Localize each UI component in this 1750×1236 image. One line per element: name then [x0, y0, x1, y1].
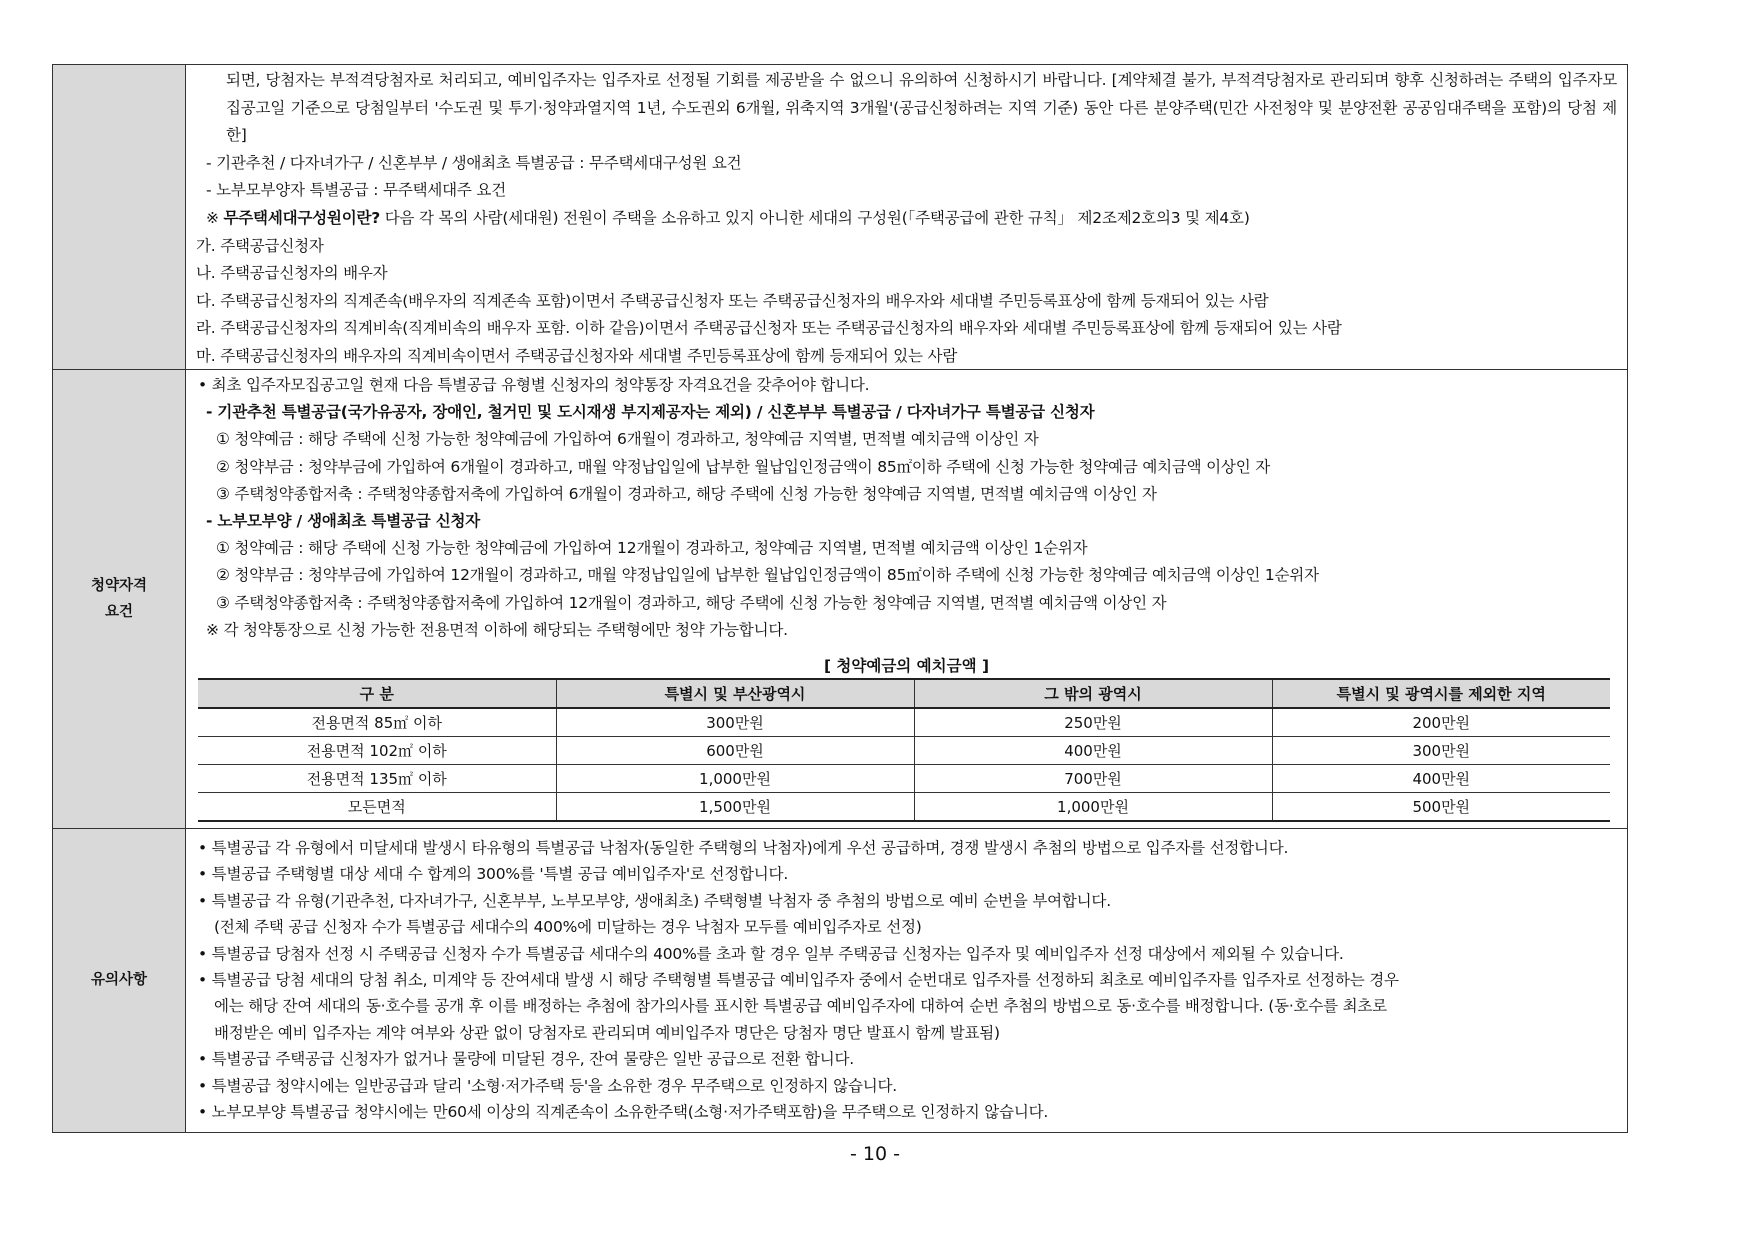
deposit-cell: 1,000만원 — [914, 793, 1272, 822]
text-line: • 특별공급 각 유형(기관추천, 다자녀가구, 신혼부부, 노부모부양, 생애최초) 주택형별 낙첨자 중 추첨의 방법으로 예비 순번을 부여합니다. — [198, 891, 1111, 910]
text-line: - 기관추천 / 다자녀가구 / 신혼부부 / 생애최초 특별공급 : 무주택세대구성원 요건 — [206, 153, 742, 172]
main-table — [52, 64, 1628, 1133]
group-title: - 기관추천 특별공급(국가유공자, 장애인, 철거민 및 도시재생 부지제공자는 제외) / 신혼부부 특별공급 / 다자녀가구 특별공급 신청자 — [206, 403, 1095, 422]
deposit-cell: 전용면적 102㎡ 이하 — [198, 737, 556, 765]
note-prefix: ※ — [206, 208, 224, 227]
text-line: ③ 주택청약종합저축 : 주택청약종합저축에 가입하여 6개월이 경과하고, 해당 주택에 신청 가능한 청약예금 지역별, 면적별 예치금액 이상인 자 — [216, 484, 1157, 503]
deposit-header: 구 분 — [198, 679, 556, 708]
row-subscription-requirements — [53, 370, 1628, 829]
text-line: • 노부모부양 특별공급 청약시에는 만60세 이상의 직계존속이 소유한주택(소형·저가주택포함)을 무주택으로 인정하지 않습니다. — [198, 1103, 1049, 1122]
deposit-row — [198, 708, 1610, 737]
text-line: • 특별공급 주택형별 대상 세대 수 합계의 300%를 '특별 공급 예비입주자'로 선정합니다. — [198, 865, 789, 884]
deposit-cell: 1,500만원 — [556, 793, 914, 822]
list-item: 라. 주택공급신청자의 직계비속(직계비속의 배우자 포함. 이하 같음)이면서 주택공급신청자 또는 주택공급신청자의 배우자와 세대별 주민등록표상에 함께 등재되어 있는 사람 — [196, 319, 1342, 338]
row-content — [186, 370, 1628, 829]
row-notes — [53, 829, 1628, 1132]
list-item: 다. 주택공급신청자의 직계존속(배우자의 직계존속 포함)이면서 주택공급신청자 또는 주택공급신청자의 배우자와 세대별 주민등록표상에 함께 등재되어 있는 사람 — [196, 291, 1269, 310]
text-line: 에는 해당 잔여 세대의 동·호수를 공개 후 이를 배정하는 추첨에 참가의사를 표시한 특별공급 예비입주자에 대하여 순번 추첨의 방법으로 동·호수를 배정합니다. (동·호수를 최초로 — [214, 997, 1387, 1016]
text-line: (전체 주택 공급 신청자 수가 특별공급 세대수의 400%에 미달하는 경우 낙첨자 모두를 예비입주자로 선정) — [214, 918, 922, 937]
deposit-header: 그 밖의 광역시 — [914, 679, 1272, 708]
deposit-cell: 전용면적 85㎡ 이하 — [198, 708, 556, 737]
row-content — [186, 65, 1628, 370]
row-label-line: 청약자격 — [90, 578, 148, 595]
text-line: • 특별공급 당첨자 선정 시 주택공급 신청자 수가 특별공급 세대수의 400%를 초과 할 경우 일부 주택공급 신청자는 입주자 및 예비입주자 선정 대상에서 제외될 수 있습니다. — [198, 944, 1344, 963]
text-line: • 특별공급 당첨 세대의 당첨 취소, 미계약 등 잔여세대 발생 시 해당 주택형별 특별공급 예비입주자 중에서 순번대로 입주자를 선정하되 최초로 예비입주자를 입주자로 선정하는 경우 — [198, 971, 1399, 990]
deposit-row — [198, 737, 1610, 765]
text-line: - 노부모부양자 특별공급 : 무주택세대주 요건 — [206, 181, 506, 200]
deposit-cell: 전용면적 135㎡ 이하 — [198, 765, 556, 793]
text-line: ① 청약예금 : 해당 주택에 신청 가능한 청약예금에 가입하여 12개월이 경과하고, 청약예금 지역별, 면적별 예치금액 이상인 1순위자 — [216, 539, 1088, 558]
note-bold: 무주택세대구성원이란? — [223, 208, 381, 227]
row-label-empty — [53, 65, 186, 370]
text-line: • 최초 입주자모집공고일 현재 다음 특별공급 유형별 신청자의 청약통장 자격요건을 갖추어야 합니다. — [198, 376, 870, 394]
deposit-cell: 200만원 — [1272, 708, 1610, 737]
page-number: - 10 - — [850, 1143, 900, 1165]
list-item: 나. 주택공급신청자의 배우자 — [196, 264, 388, 283]
deposit-cell: 모든면적 — [198, 793, 556, 822]
deposit-row — [198, 765, 1610, 793]
group-title: - 노부모부양 / 생애최초 특별공급 신청자 — [206, 512, 481, 531]
row-label-line: 유의사항 — [90, 972, 148, 989]
text-line: • 특별공급 청약시에는 일반공급과 달리 '소형·저가주택 등'을 소유한 경우 무주택으로 인정하지 않습니다. — [198, 1076, 897, 1095]
text-line: ① 청약예금 : 해당 주택에 신청 가능한 청약예금에 가입하여 6개월이 경과하고, 청약예금 지역별, 면적별 예치금액 이상인 자 — [216, 430, 1039, 449]
deposit-cell: 600만원 — [556, 737, 914, 765]
note-line — [196, 205, 1617, 233]
deposit-cell: 700만원 — [914, 765, 1272, 793]
deposit-header: 특별시 및 부산광역시 — [556, 679, 914, 708]
row-label-line: 요건 — [104, 604, 133, 621]
deposit-header: 특별시 및 광역시를 제외한 지역 — [1272, 679, 1610, 708]
deposit-cell: 300만원 — [556, 708, 914, 737]
deposit-header-row — [198, 679, 1610, 708]
text-line: • 특별공급 각 유형에서 미달세대 발생시 타유형의 특별공급 낙첨자(동일한 주택형의 낙첨자)에게 우선 공급하며, 경쟁 발생시 추첨의 방법으로 입주자를 선정합니다. — [198, 839, 1289, 858]
list-item: 가. 주택공급신청자 — [196, 236, 324, 255]
list-item: 마. 주택공급신청자의 배우자의 직계비속이면서 주택공급신청자와 세대별 주민등록표상에 함께 등재되어 있는 사람 — [196, 346, 958, 365]
deposit-cell: 1,000만원 — [556, 765, 914, 793]
text-line: ③ 주택청약종합저축 : 주택청약종합저축에 가입하여 12개월이 경과하고, 해당 주택에 신청 가능한 청약예금 지역별, 면적별 예치금액 이상인 자 — [216, 593, 1167, 612]
deposit-table-title: [ 청약예금의 예치금액 ] — [823, 657, 990, 676]
deposit-cell: 500만원 — [1272, 793, 1610, 822]
deposit-table — [198, 678, 1610, 822]
deposit-cell: 250만원 — [914, 708, 1272, 737]
deposit-row — [198, 793, 1610, 822]
note-text: 다음 각 목의 사람(세대원) 전원이 주택을 소유하고 있지 아니한 세대의 구성원(「주택공급에 관한 규칙」 제2조제2호의3 및 제4호) — [380, 208, 1250, 227]
text-line: ② 청약부금 : 청약부금에 가입하여 12개월이 경과하고, 매월 약정납입일에 납부한 월납입인정금액이 85㎡이하 주택에 신청 가능한 청약예금 예치금액 이상인 1순위자 — [216, 566, 1319, 585]
text-line: ② 청약부금 : 청약부금에 가입하여 6개월이 경과하고, 매월 약정납입일에 납부한 월납입인정금액이 85㎡이하 주택에 신청 가능한 청약예금 예치금액 이상인 자 — [216, 457, 1270, 476]
row-content — [186, 829, 1628, 1132]
row-label — [53, 829, 186, 1132]
deposit-cell: 300만원 — [1272, 737, 1610, 765]
row-homeless-requirements — [53, 65, 1628, 370]
text-line: 되면, 당첨자는 부적격당첨자로 처리되고, 예비입주자는 입주자로 선정될 기회를 제공받을 수 없으니 유의하여 신청하시기 바랍니다. [계약체결 불가, 부적격당첨자로 관리되며 향후 신청하려는 주택의 입주자모집공고일 기준으로 당첨일부터 '수도권 및 투기·청약과열지역 1년, 수도권외 6개월, 위축지역 3개월'(공급신청하려는 지역 기준) 동안 다른 분양주택(민간 사전청약 및 분양전환 공공임대주택을 포함)의 당첨 제한] — [226, 71, 1617, 145]
deposit-cell: 400만원 — [1272, 765, 1610, 793]
text-line: • 특별공급 주택공급 신청자가 없거나 물량에 미달된 경우, 잔여 물량은 일반 공급으로 전환 합니다. — [198, 1050, 854, 1069]
text-line: 배정받은 예비 입주자는 계약 여부와 상관 없이 당첨자로 관리되며 예비입주자 명단은 당첨자 명단 발표시 함께 발표됨) — [214, 1023, 1000, 1042]
note-line: ※ 각 청약통장으로 신청 가능한 전용면적 이하에 해당되는 주택형에만 청약 가능합니다. — [206, 620, 788, 639]
row-label — [53, 370, 186, 829]
deposit-cell: 400만원 — [914, 737, 1272, 765]
